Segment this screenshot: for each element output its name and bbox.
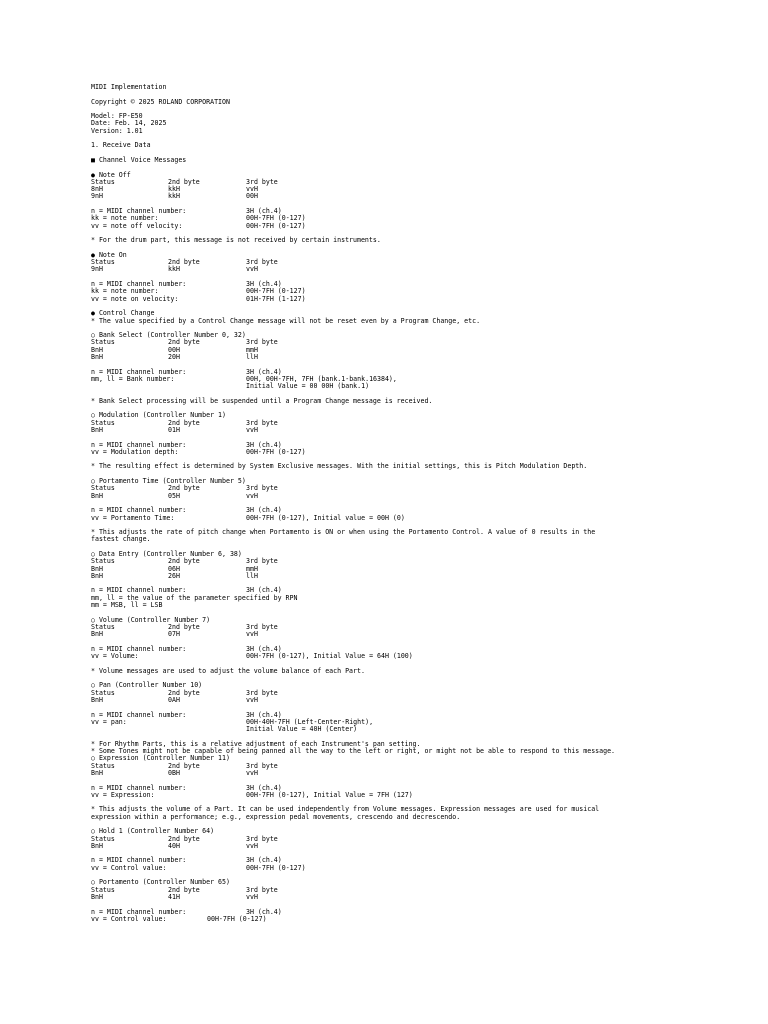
byte2-cell: 41H [168, 892, 180, 901]
param-value: 3H (ch.4) [246, 506, 282, 515]
status-cell: 8nH [91, 185, 103, 194]
bank-select-title: ○ Bank Select (Controller Number 0, 32) [91, 331, 246, 340]
byte2-cell: 0BH [168, 768, 180, 777]
header-2nd-byte: 2nd byte [168, 688, 200, 697]
table-header [91, 420, 731, 427]
param-value: Initial Value = 40H (Center) [246, 725, 358, 734]
note-off-title: ● Note Off [91, 170, 131, 179]
param-label: vv = Expression: [91, 790, 155, 799]
table-header [91, 763, 731, 770]
table-row [91, 843, 731, 850]
param-value: 00H-40H-7FH (Left-Center-Right), [246, 717, 374, 726]
param-row [91, 909, 731, 916]
param-row [91, 719, 731, 726]
param-label: n = MIDI channel number: [91, 207, 187, 216]
byte3-cell: vvH [246, 265, 258, 274]
param-value: 00H, 00H-7FH, 7FH (bank.1-bank.16384), [246, 374, 397, 383]
header-3rd-byte: 3rd byte [246, 557, 278, 566]
param-label: n = MIDI channel number: [91, 280, 187, 289]
byte2-cell: 20H [168, 352, 180, 361]
table-row [91, 493, 731, 500]
header-status: Status [91, 834, 115, 843]
note-text: * Some Tones might not be capable of being panned all the way to the left or right, or might not be able to respond to this message. [91, 747, 616, 756]
byte3-cell: vvH [246, 892, 258, 901]
table-header [91, 887, 731, 894]
table-row [91, 347, 731, 354]
byte2-cell: 06H [168, 564, 180, 573]
param-value: 00H-7FH (0-127) [246, 863, 306, 872]
header-2nd-byte: 2nd byte [168, 338, 200, 347]
param-value: 3H (ch.4) [246, 644, 282, 653]
hold1-title: ○ Hold 1 (Controller Number 64) [91, 827, 215, 836]
header-status: Status [91, 418, 115, 427]
byte2-cell: 07H [168, 630, 180, 639]
param-value: Initial Value = 00 00H (bank.1) [246, 382, 370, 391]
param-value: 00H-7FH (0-127) [246, 447, 306, 456]
note-text: * For Rhythm Parts, this is a relative adjustment of each Instrument's pan setting. [91, 739, 421, 748]
table-header [91, 179, 731, 186]
table-row [91, 427, 731, 434]
param-value: 3H (ch.4) [246, 440, 282, 449]
param-label: n = MIDI channel number: [91, 783, 187, 792]
param-label: vv = Portamento Time: [91, 513, 175, 522]
param-value: 00H-7FH (0-127) [246, 287, 306, 296]
note-on-title: ● Note On [91, 250, 127, 259]
data-entry-title: ○ Data Entry (Controller Number 6, 38) [91, 550, 242, 558]
status-cell: BnH [91, 425, 103, 434]
expression-title: ○ Expression (Controller Number 11) [91, 754, 230, 763]
byte3-cell: vvH [246, 695, 258, 704]
byte2-cell: 40H [168, 841, 180, 850]
header-3rd-byte: 3rd byte [246, 761, 278, 770]
param-label: vv = note off velocity: [91, 221, 183, 230]
header-2nd-byte: 2nd byte [168, 258, 200, 267]
header-status: Status [91, 885, 115, 894]
header-3rd-byte: 3rd byte [246, 484, 278, 493]
param-value: 00H-7FH (0-127), Initial value = 00H (0) [246, 513, 405, 522]
note-text: * The resulting effect is determined by System Exclusive messages. With the initial settings, this is Pitch Modulation Depth. [91, 462, 588, 471]
param-label: vv = Modulation depth: [91, 447, 179, 456]
table-row [91, 186, 731, 193]
note-text: * Bank Select processing will be suspended until a Program Change message is received. [91, 396, 433, 405]
param-row [91, 215, 731, 222]
model: Model: FP-E50 [91, 112, 143, 121]
header-2nd-byte: 2nd byte [168, 557, 200, 566]
header-status: Status [91, 258, 115, 267]
table-row [91, 193, 731, 200]
header-status: Status [91, 177, 115, 186]
param-line: mm = MSB, ll = LSB [91, 601, 163, 610]
table-row [91, 573, 731, 580]
header-3rd-byte: 3rd byte [246, 622, 278, 631]
param-row [91, 369, 731, 376]
param-label: kk = note number: [91, 287, 159, 296]
param-label: n = MIDI channel number: [91, 367, 187, 376]
param-label: n = MIDI channel number: [91, 586, 187, 595]
version: Version: 1.01 [91, 126, 143, 135]
header-status: Status [91, 622, 115, 631]
header-status: Status [91, 338, 115, 347]
param-label: mm, ll = Bank number: [91, 374, 175, 383]
table-header [91, 836, 731, 843]
param-row [91, 726, 731, 733]
param-row [91, 653, 731, 660]
header-2nd-byte: 2nd byte [168, 622, 200, 631]
param-value: 3H (ch.4) [246, 586, 282, 595]
param-label: vv = Volume: [91, 652, 139, 661]
byte2-cell: 0AH [168, 695, 180, 704]
param-value: 3H (ch.4) [246, 856, 282, 865]
byte3-cell: mmH [246, 564, 258, 573]
table-row [91, 266, 731, 273]
section-receive-data: 1. Receive Data [91, 141, 151, 150]
status-cell: BnH [91, 768, 103, 777]
status-cell: BnH [91, 571, 103, 580]
table-header [91, 339, 731, 346]
param-label: kk = note number: [91, 214, 159, 223]
param-row [91, 857, 731, 864]
param-label: n = MIDI channel number: [91, 710, 187, 719]
status-cell: BnH [91, 491, 103, 500]
portamento-title: ○ Portamento (Controller Number 65) [91, 878, 230, 887]
table-row [91, 894, 731, 901]
status-cell: 9nH [91, 192, 103, 201]
param-row [91, 208, 731, 215]
param-value: 3H (ch.4) [246, 207, 282, 216]
status-cell: BnH [91, 630, 103, 639]
byte3-cell: vvH [246, 768, 258, 777]
param-value: 3H (ch.4) [246, 710, 282, 719]
volume-title: ○ Volume (Controller Number 7) [91, 615, 211, 624]
header-3rd-byte: 3rd byte [246, 338, 278, 347]
doc-title: MIDI Implementation [91, 83, 167, 91]
status-cell: BnH [91, 352, 103, 361]
param-row [91, 296, 731, 303]
byte3-cell: vvH [246, 425, 258, 434]
param-row [91, 712, 731, 719]
param-row [91, 507, 731, 514]
byte2-cell: 01H [168, 425, 180, 434]
param-value: 00H-7FH (0-127), Initial Value = 64H (100) [246, 652, 413, 661]
header-status: Status [91, 557, 115, 566]
channel-voice-heading: ■ Channel Voice Messages [91, 155, 187, 164]
header-2nd-byte: 2nd byte [168, 885, 200, 894]
param-row [91, 515, 731, 522]
header-3rd-byte: 3rd byte [246, 258, 278, 267]
header-2nd-byte: 2nd byte [168, 761, 200, 770]
control-change-title: ● Control Change [91, 309, 155, 318]
modulation-title: ○ Modulation (Controller Number 1) [91, 411, 226, 420]
byte2-cell: kkH [168, 192, 180, 201]
table-row [91, 631, 731, 638]
pan-title: ○ Pan (Controller Number 10) [91, 681, 203, 690]
param-row [91, 916, 731, 923]
param-row [91, 442, 731, 449]
param-value: 3H (ch.4) [246, 783, 282, 792]
param-line: mm, ll = the value of the parameter specified by RPN [91, 593, 298, 602]
byte2-cell: 00H [168, 345, 180, 354]
table-row [91, 697, 731, 704]
note-text: * Volume messages are used to adjust the volume balance of each Part. [91, 666, 365, 675]
header-2nd-byte: 2nd byte [168, 484, 200, 493]
table-header [91, 259, 731, 266]
table-header [91, 485, 731, 492]
param-row [91, 281, 731, 288]
byte2-cell: kkH [168, 265, 180, 274]
header-status: Status [91, 761, 115, 770]
byte3-cell: vvH [246, 630, 258, 639]
byte3-cell: llH [246, 352, 258, 361]
note-text: * For the drum part, this message is not received by certain instruments. [91, 236, 381, 245]
param-row [91, 288, 731, 295]
param-label: n = MIDI channel number: [91, 644, 187, 653]
param-label: n = MIDI channel number: [91, 907, 187, 916]
date: Date: Feb. 14, 2025 [91, 119, 167, 128]
param-value: 00H-7FH (0-127) [246, 214, 306, 223]
header-3rd-byte: 3rd byte [246, 177, 278, 186]
table-header [91, 624, 731, 631]
param-row [91, 383, 731, 390]
param-label: n = MIDI channel number: [91, 856, 187, 865]
status-cell: BnH [91, 345, 103, 354]
param-value: 3H (ch.4) [246, 907, 282, 916]
header-2nd-byte: 2nd byte [168, 177, 200, 186]
status-cell: BnH [91, 892, 103, 901]
table-row [91, 566, 731, 573]
param-value: 00H-7FH (0-127) [246, 221, 306, 230]
param-value: 00H-7FH (0-127) [207, 914, 267, 923]
param-row [91, 449, 731, 456]
header-status: Status [91, 484, 115, 493]
byte3-cell: mmH [246, 345, 258, 354]
param-value: 3H (ch.4) [246, 367, 282, 376]
header-2nd-byte: 2nd byte [168, 834, 200, 843]
header-3rd-byte: 3rd byte [246, 688, 278, 697]
param-row [91, 865, 731, 872]
status-cell: BnH [91, 564, 103, 573]
status-cell: 9nH [91, 265, 103, 274]
header-status: Status [91, 688, 115, 697]
param-row [91, 376, 731, 383]
param-row [91, 792, 731, 799]
note-text: * This adjusts the volume of a Part. It can be used independently from Volume messages. Expression messages are used for musical expression within a performance; e.g., expression pedal movements, crescendo and decrescendo. [91, 805, 600, 821]
param-value: 01H-7FH (1-127) [246, 294, 306, 303]
copyright: Copyright © 2025 ROLAND CORPORATION [91, 97, 230, 106]
table-row [91, 770, 731, 777]
status-cell: BnH [91, 695, 103, 704]
param-value: 3H (ch.4) [246, 280, 282, 289]
param-value: 00H-7FH (0-127), Initial Value = 7FH (127) [246, 790, 413, 799]
header-2nd-byte: 2nd byte [168, 418, 200, 427]
byte3-cell: vvH [246, 841, 258, 850]
param-label: n = MIDI channel number: [91, 506, 187, 515]
table-header [91, 558, 731, 565]
table-header [91, 690, 731, 697]
param-label: vv = pan: [91, 717, 127, 726]
midi-implementation-document [91, 84, 731, 923]
byte2-cell: 05H [168, 491, 180, 500]
param-label: vv = note on velocity: [91, 294, 179, 303]
param-label: n = MIDI channel number: [91, 440, 187, 449]
byte2-cell: 26H [168, 571, 180, 580]
header-3rd-byte: 3rd byte [246, 885, 278, 894]
portamento-time-title: ○ Portamento Time (Controller Number 5) [91, 477, 246, 486]
byte3-cell: 00H [246, 192, 258, 201]
note-text: * This adjusts the rate of pitch change when Portamento is ON or when using the Portamento Control. A value of 0 results in the fastest change. [91, 528, 596, 544]
table-row [91, 354, 731, 361]
byte3-cell: llH [246, 571, 258, 580]
param-label: vv = Control value: [91, 863, 167, 872]
header-3rd-byte: 3rd byte [246, 418, 278, 427]
note-text: * The value specified by a Control Change message will not be reset even by a Program Change, etc. [91, 316, 481, 325]
byte2-cell: kkH [168, 185, 180, 194]
byte3-cell: vvH [246, 185, 258, 194]
param-row [91, 223, 731, 230]
status-cell: BnH [91, 841, 103, 850]
header-3rd-byte: 3rd byte [246, 834, 278, 843]
param-label: vv = Control value: [91, 914, 167, 923]
byte3-cell: vvH [246, 491, 258, 500]
